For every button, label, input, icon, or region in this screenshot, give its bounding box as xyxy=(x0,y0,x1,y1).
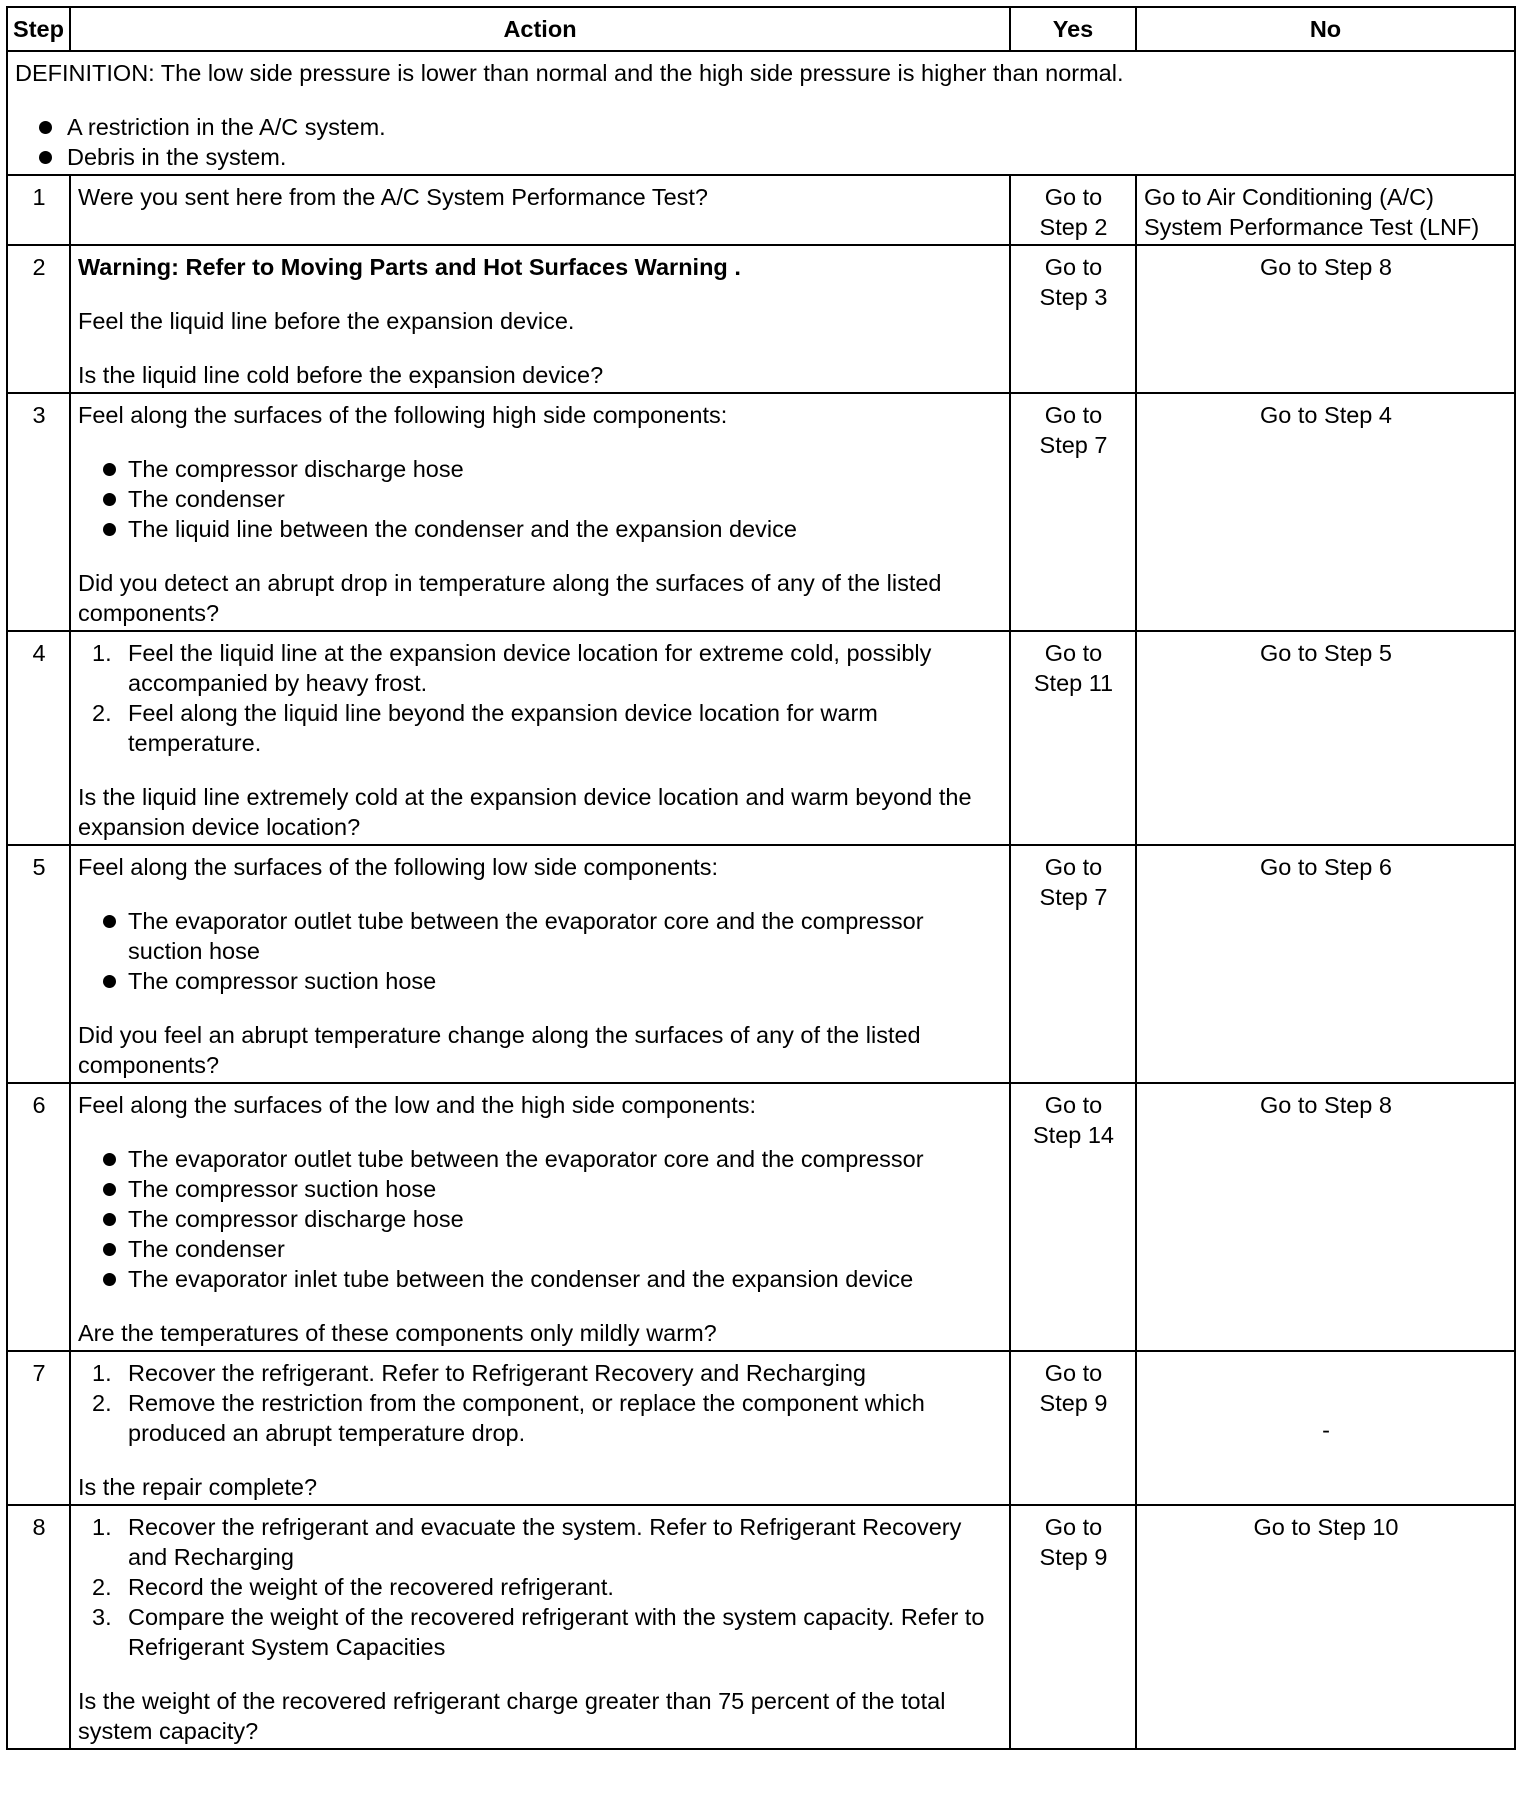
intro-text: Feel along the surfaces of the following high side components: xyxy=(78,402,728,428)
yes-cell xyxy=(1010,1083,1136,1351)
table-row xyxy=(7,631,1515,845)
yes-cell xyxy=(1010,631,1136,845)
step-number: 5 xyxy=(7,845,70,1083)
header-action: Action xyxy=(70,7,1010,51)
header-step: Step xyxy=(7,7,70,51)
item-number: 1. xyxy=(92,1360,112,1386)
definition-cell xyxy=(7,51,1515,175)
item-number: 1. xyxy=(92,640,112,666)
list-item xyxy=(78,1572,1003,1602)
yes-text: Go to xyxy=(1044,1092,1103,1118)
action-cell xyxy=(70,1505,1010,1749)
yes-text: Go to xyxy=(1044,1514,1103,1540)
item-number: 2. xyxy=(92,1574,112,1600)
diagnostic-table xyxy=(6,6,1516,1750)
table-row xyxy=(7,1083,1515,1351)
question-text: Is the liquid line extremely cold at the expansion device location and warm beyond the expansion device location? xyxy=(78,784,972,840)
list-item: The liquid line between the condenser and the expansion device xyxy=(78,514,1003,544)
no-cell: Go to Step 8 xyxy=(1136,245,1515,393)
yes-cell xyxy=(1010,1505,1136,1749)
no-cell xyxy=(1136,175,1515,245)
item-text: Recover the refrigerant and evacuate the system. Refer to Refrigerant Recovery and Recharging xyxy=(128,1514,962,1570)
action-cell xyxy=(70,245,1010,393)
list-item xyxy=(78,638,1003,698)
no-text: Go to Air Conditioning (A/C) xyxy=(1144,184,1434,210)
no-cell: Go to Step 8 xyxy=(1136,1083,1515,1351)
yes-text: Step 11 xyxy=(1033,670,1114,696)
yes-text: Step 9 xyxy=(1039,1544,1108,1570)
list-item: The evaporator inlet tube between the condenser and the expansion device xyxy=(78,1264,1003,1294)
item-text: Record the weight of the recovered refrigerant. xyxy=(128,1574,614,1600)
step-number: 6 xyxy=(7,1083,70,1351)
action-cell xyxy=(70,175,1010,245)
table-row xyxy=(7,245,1515,393)
step-number: 7 xyxy=(7,1351,70,1505)
yes-text: Step 2 xyxy=(1039,214,1108,240)
list-item: The compressor discharge hose xyxy=(78,454,1003,484)
warning-text: Warning: Refer to Moving Parts and Hot Surfaces Warning . xyxy=(78,254,741,280)
yes-text: Step 9 xyxy=(1039,1390,1108,1416)
step-number: 3 xyxy=(7,393,70,631)
item-number: 1. xyxy=(92,1514,112,1540)
action-cell xyxy=(70,1083,1010,1351)
question-text: Are the temperatures of these components only mildly warm? xyxy=(78,1320,717,1346)
yes-cell xyxy=(1010,175,1136,245)
question-text: Is the liquid line cold before the expansion device? xyxy=(78,362,604,388)
no-cell: - xyxy=(1136,1351,1515,1505)
list-item: Debris in the system. xyxy=(15,142,1508,172)
item-number: 2. xyxy=(92,700,112,726)
action-cell xyxy=(70,845,1010,1083)
definition-bullets xyxy=(15,112,1508,172)
step-number: 1 xyxy=(7,175,70,245)
list-item xyxy=(78,1602,1003,1662)
procedure-list xyxy=(78,1358,1003,1448)
item-text: Feel along the liquid line beyond the expansion device location for warm temperature. xyxy=(128,700,878,756)
step-number: 4 xyxy=(7,631,70,845)
list-item xyxy=(78,1512,1003,1572)
list-item: The condenser xyxy=(78,484,1003,514)
component-list xyxy=(78,1144,1003,1294)
table-row xyxy=(7,393,1515,631)
list-item: The compressor suction hose xyxy=(78,966,1003,996)
component-list xyxy=(78,906,1003,996)
yes-cell xyxy=(1010,393,1136,631)
item-number: 2. xyxy=(92,1390,112,1416)
list-item xyxy=(78,1388,1003,1448)
list-item xyxy=(78,1358,1003,1388)
question-text: Is the repair complete? xyxy=(78,1474,318,1500)
header-row xyxy=(7,7,1515,51)
question-text: Is the weight of the recovered refrigerant charge greater than 75 percent of the total system capacity? xyxy=(78,1688,946,1744)
list-item: The compressor discharge hose xyxy=(78,1204,1003,1234)
action-cell xyxy=(70,393,1010,631)
yes-text: Step 7 xyxy=(1039,432,1108,458)
question-text: Were you sent here from the A/C System Performance Test? xyxy=(78,184,708,210)
no-cell: Go to Step 10 xyxy=(1136,1505,1515,1749)
item-text: Compare the weight of the recovered refrigerant with the system capacity. Refer to Refrigerant System Capacities xyxy=(128,1604,985,1660)
definition-row xyxy=(7,51,1515,175)
table-row xyxy=(7,1505,1515,1749)
yes-text: Go to xyxy=(1044,640,1103,666)
question-text: Did you detect an abrupt drop in temperature along the surfaces of any of the listed components? xyxy=(78,570,942,626)
step-number: 8 xyxy=(7,1505,70,1749)
yes-text: Go to xyxy=(1044,854,1103,880)
yes-text: Go to xyxy=(1044,1360,1103,1386)
intro-text: Feel along the surfaces of the low and the high side components: xyxy=(78,1092,757,1118)
list-item: The evaporator outlet tube between the evaporator core and the compressor suction hose xyxy=(78,906,1003,966)
item-number: 3. xyxy=(92,1604,112,1630)
list-item: The evaporator outlet tube between the evaporator core and the compressor xyxy=(78,1144,1003,1174)
instruction-text: Feel the liquid line before the expansion device. xyxy=(78,308,575,334)
table-row xyxy=(7,1351,1515,1505)
question-text: Did you feel an abrupt temperature change along the surfaces of any of the listed components? xyxy=(78,1022,921,1078)
item-text: Feel the liquid line at the expansion device location for extreme cold, possibly accompanied by heavy frost. xyxy=(128,640,932,696)
yes-cell xyxy=(1010,1351,1136,1505)
yes-text: Go to xyxy=(1044,254,1103,280)
yes-text: Step 14 xyxy=(1032,1122,1114,1148)
list-item: The compressor suction hose xyxy=(78,1174,1003,1204)
yes-cell xyxy=(1010,845,1136,1083)
no-cell: Go to Step 6 xyxy=(1136,845,1515,1083)
yes-text: Go to xyxy=(1044,402,1103,428)
yes-text: Step 3 xyxy=(1039,284,1108,310)
no-cell: Go to Step 5 xyxy=(1136,631,1515,845)
header-yes: Yes xyxy=(1010,7,1136,51)
component-list xyxy=(78,454,1003,544)
list-item: The condenser xyxy=(78,1234,1003,1264)
procedure-list xyxy=(78,1512,1003,1662)
yes-cell xyxy=(1010,245,1136,393)
item-text: Remove the restriction from the component, or replace the component which produced an abrupt temperature drop. xyxy=(128,1390,925,1446)
step-number: 2 xyxy=(7,245,70,393)
header-no: No xyxy=(1136,7,1515,51)
list-item: A restriction in the A/C system. xyxy=(15,112,1508,142)
action-cell xyxy=(70,631,1010,845)
procedure-list xyxy=(78,638,1003,758)
intro-text: Feel along the surfaces of the following low side components: xyxy=(78,854,719,880)
no-text: System Performance Test (LNF) xyxy=(1144,214,1480,240)
yes-text: Step 7 xyxy=(1039,884,1108,910)
list-item xyxy=(78,698,1003,758)
table-row xyxy=(7,175,1515,245)
action-cell xyxy=(70,1351,1010,1505)
yes-text: Go to xyxy=(1044,184,1103,210)
no-cell: Go to Step 4 xyxy=(1136,393,1515,631)
item-text: Recover the refrigerant. Refer to Refrigerant Recovery and Recharging xyxy=(128,1360,867,1386)
table-row xyxy=(7,845,1515,1083)
definition-text: DEFINITION: The low side pressure is lower than normal and the high side pressure is higher than normal. xyxy=(15,60,1124,86)
